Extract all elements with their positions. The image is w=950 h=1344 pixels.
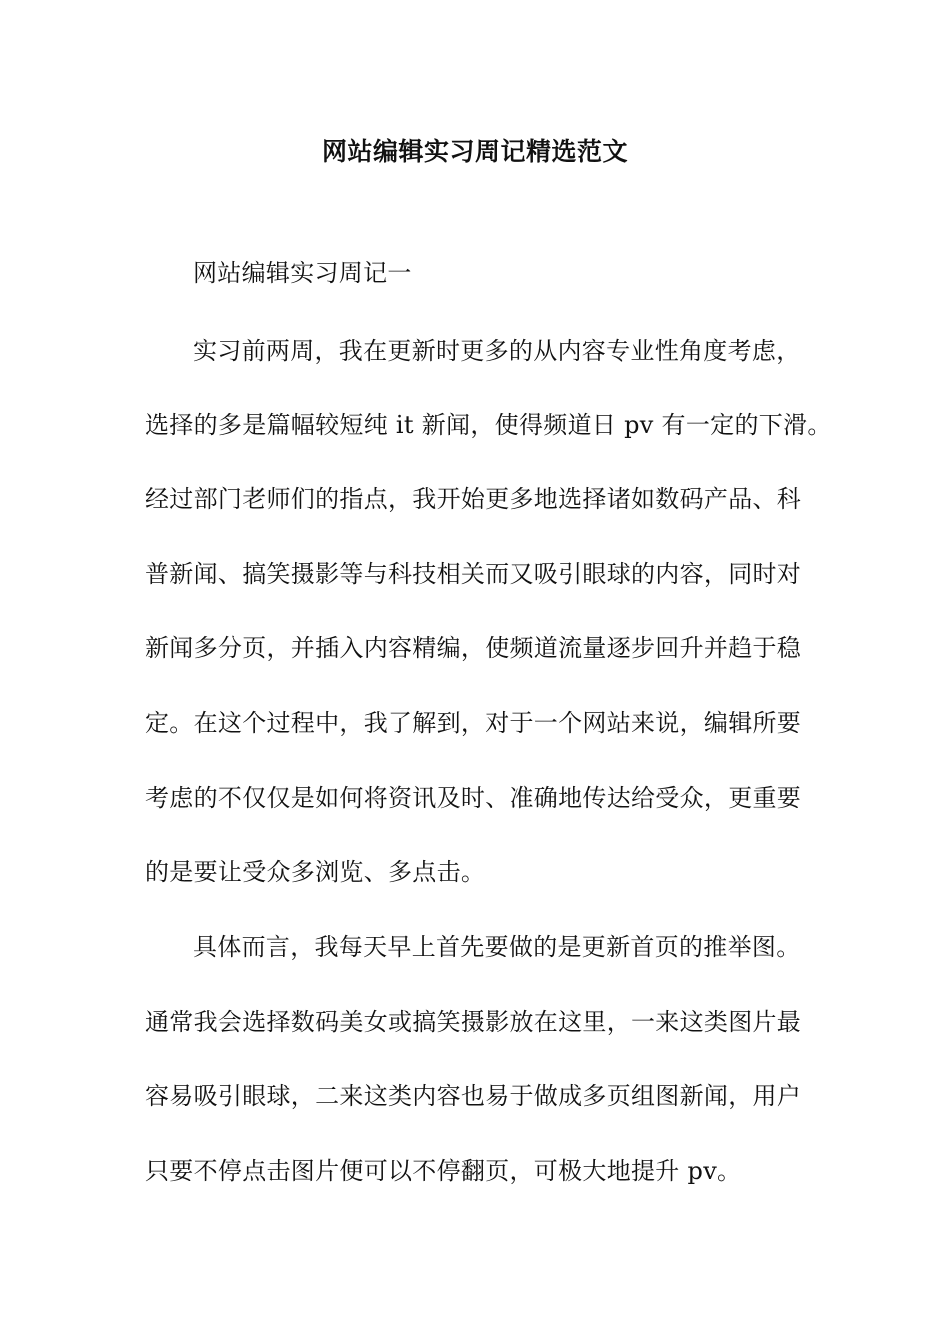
paragraph-line: 的是要让受众多浏览、多点击。 [145, 858, 486, 886]
paragraph-line: 考虑的不仅仅是如何将资讯及时、准确地传达给受众，更重要 [145, 784, 802, 812]
section-heading: 网站编辑实习周记一 [193, 259, 412, 287]
paragraph-line: 容易吸引眼球，二来这类内容也易于做成多页组图新闻，用户 [145, 1082, 802, 1110]
paragraph-line: 只要不停点击图片便可以不停翻页，可极大地提升 pv。 [145, 1157, 742, 1185]
paragraph-line: 具体而言，我每天早上首先要做的是更新首页的推举图。 [193, 933, 801, 961]
paragraph-line: 选择的多是篇幅较短纯 it 新闻，使得频道日 pv 有一定的下滑。 [145, 411, 832, 439]
paragraph-line: 实习前两周，我在更新时更多的从内容专业性角度考虑， [193, 337, 801, 365]
paragraph-line: 新闻多分页，并插入内容精编，使频道流量逐步回升并趋于稳 [145, 634, 802, 662]
paragraph-line: 通常我会选择数码美女或搞笑摄影放在这里，一来这类图片最 [145, 1008, 802, 1036]
paragraph-line: 经过部门老师们的指点，我开始更多地选择诸如数码产品、科 [145, 485, 802, 513]
paragraph-line: 普新闻、搞笑摄影等与科技相关而又吸引眼球的内容，同时对 [145, 560, 802, 588]
document-title: 网站编辑实习周记精选范文 [321, 137, 628, 166]
paragraph-line: 定。在这个过程中，我了解到，对于一个网站来说，编辑所要 [145, 709, 802, 737]
